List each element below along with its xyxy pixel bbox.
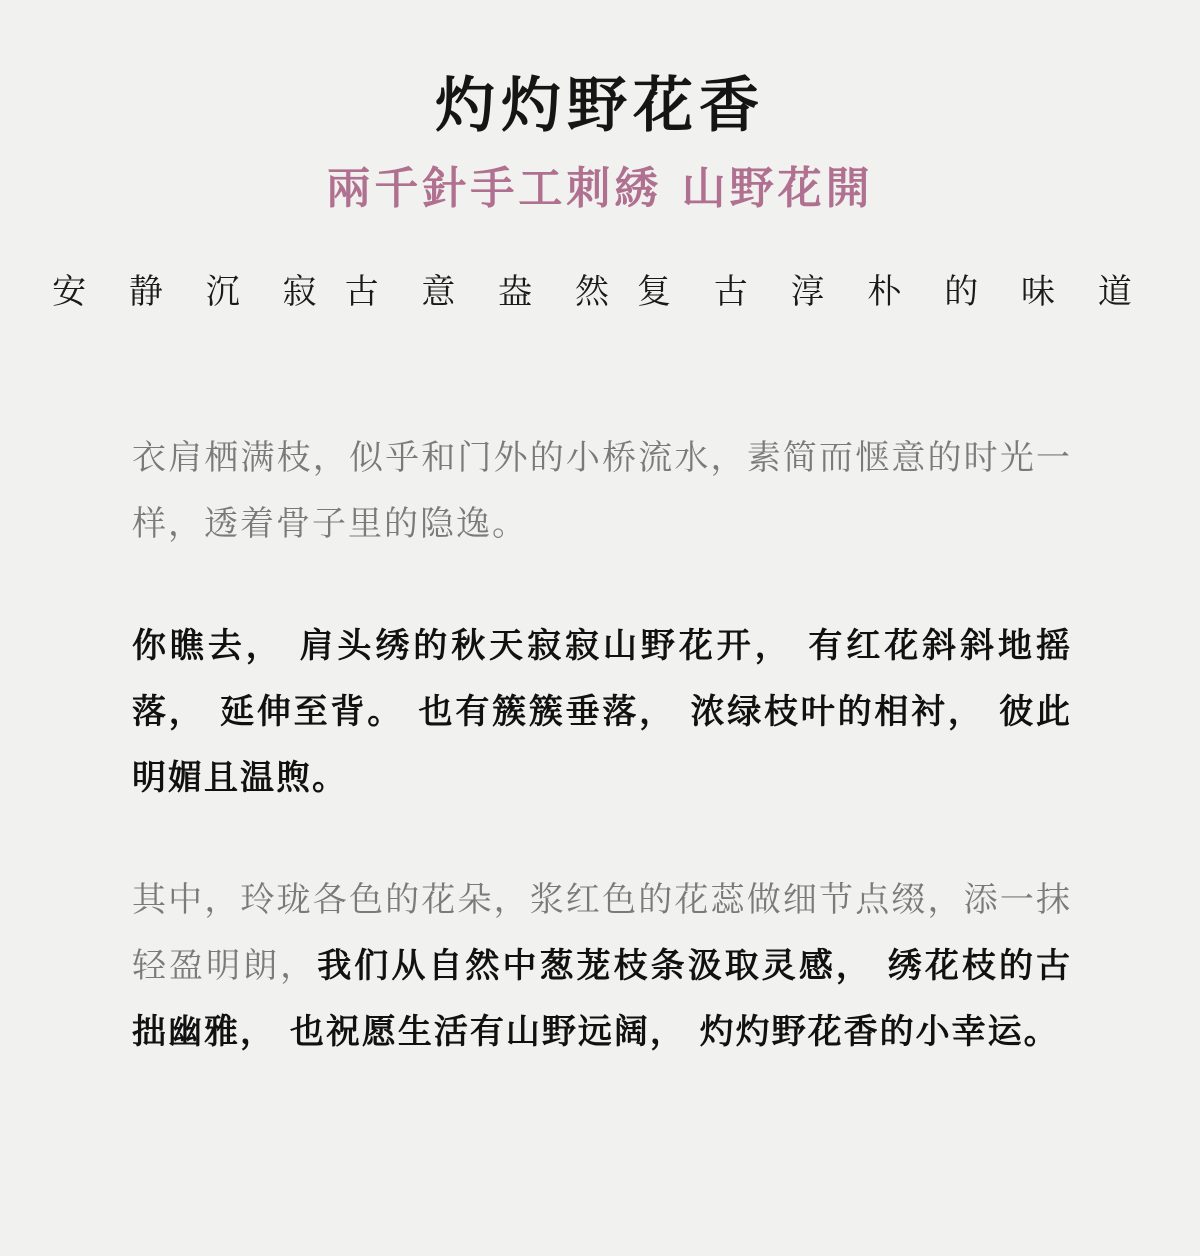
paragraph-3-intro: 其中，玲珑各色的花朵，浆红色的花蕊做细节点缀，添一抹轻盈明朗， <box>132 880 1072 986</box>
tagline-phrase-1: 安 静 沉 寂 <box>52 272 333 312</box>
description-paragraph-3 <box>132 867 1072 1065</box>
paragraph-3-emphasis: 我们从自然中葱茏枝条汲取灵感， 绣花枝的古拙幽雅， 也祝愿生活有山野远阔， 灼灼野花香的小幸运。 <box>132 946 1072 1052</box>
tagline-phrase-2: 古 意 盎 然 <box>344 272 625 312</box>
page-title: 灼灼野花香 <box>435 71 765 141</box>
tagline <box>0 268 1200 316</box>
description-paragraph-2: 你瞧去， 肩头绣的秋天寂寂山野花开， 有红花斜斜地摇落， 延伸至背。 也有簇簇垂落， 浓绿枝叶的相衬， 彼此明媚且温煦。 <box>132 626 1072 798</box>
tagline-phrase-3: 复 古 淳 朴 的 味 道 <box>637 272 1148 312</box>
description-paragraph-1: 衣肩栖满枝，似乎和门外的小桥流水，素简而惬意的时光一样，透着骨子里的隐逸。 <box>132 438 1072 544</box>
page-subtitle: 兩千針手工刺綉 山野花開 <box>326 163 874 214</box>
